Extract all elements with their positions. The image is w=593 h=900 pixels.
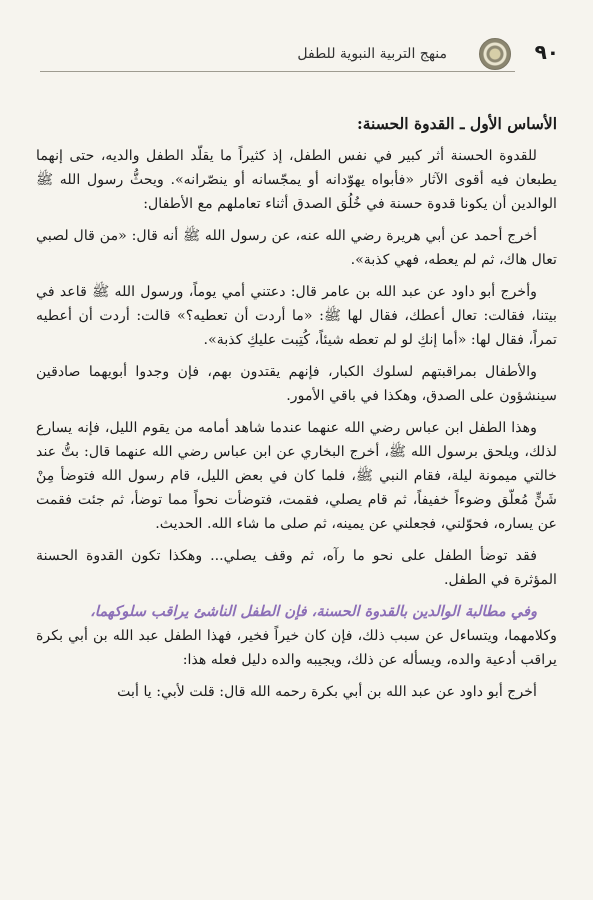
paragraph-3: وأخرج أبو داود عن عبد الله بن عامر قال: دعتني أمي يوماً، ورسول الله ﷺ قاعد في بيتنا، فقالت: تعال أعطك، فقال لها ﷺ: «ما أردت أن تعطيه؟» قالت: أردت أن أعطيه تمراً، فقال لها: «أما إنكِ لو لم تعطه شيئاً، كُتِبت عليكِ كذبة». [36, 284, 557, 348]
ornament-medallion-icon [479, 38, 511, 70]
paragraph-6: فقد توضأ الطفل على نحو ما رآه، ثم وقف يصلي... وهكذا تكون القدوة الحسنة المؤثرة في الطفل. [36, 548, 557, 588]
paragraph-4: والأطفال بمراقبتهم لسلوك الكبار، فإنهم يقتدون بهم، فإن وجدوا أبويهما صادقين سينشؤون على الصدق، وهكذا في باقي الأمور. [36, 364, 557, 404]
page-header [40, 38, 559, 72]
paragraph-8: أخرج أبو داود عن عبد الله بن أبي بكرة رحمه الله قال: قلت لأبي: يا أبت [117, 684, 537, 700]
page-content [36, 112, 557, 712]
paragraph-1: للقدوة الحسنة أثر كبير في نفس الطفل، إذ كثيراً ما يقلّد الطفل والديه، حتى إنهما يطبعان فيه أقوى الآثار «فأبواه يهوّدانه أو يمجّسانه أو ينصّرانه». ويحثُّ رسول الله ﷺ الوالدين أن يكونا قدوة حسنة في خُلُق الصدق أثناء تعاملهم مع الأطفال: [36, 148, 557, 212]
handwritten-note: وفي مطالبة الوالدين بالقدوة الحسنة، فإن الطفل الناشئ يراقب سلوكهما، [90, 603, 537, 620]
paragraph-5: وهذا الطفل ابن عباس رضي الله عنهما عندما شاهد أمامه من يقوم الليل، فإنه يسارع لذلك، ويلحق برسول الله ﷺ، أخرج البخاري عن ابن عباس رضي الله عنهما قال: بتُّ عند خالتي ميمونة ليلة، فقام النبي ﷺ، فلما كان في بعض الليل، قام رسول الله فتوضأ مِنْ شَنٍّ مُعلّق وضوءاً خفيفاً، ثم قام يصلي، فقمت، فتوضأت نحواً مما توضأ، ثم جئت فقمت عن يساره، فحوّلني، فجعلني عن يمينه، ثم صلى ما شاء الله. الحديث. [36, 420, 557, 532]
paragraph-2: أخرج أحمد عن أبي هريرة رضي الله عنه، عن رسول الله ﷺ أنه قال: «من قال لصبي تعال هاك، ثم لم يعطه، فهي كذبة». [36, 228, 557, 268]
page-number: ٩٠ [534, 40, 559, 64]
header-rule [40, 71, 515, 72]
paragraph-7: وكلامهما، ويتساءل عن سبب ذلك، فإن كان خيراً فخير، فهذا الطفل عبد الله بن أبي بكرة يراقب أدعية والده، ويسأله عن ذلك، ويجيبه والده دليل فعله هذا: [36, 628, 557, 668]
running-title: منهج التربية النبوية للطفل [297, 46, 447, 62]
section-heading: الأساس الأول ـ القدوة الحسنة: [357, 114, 557, 133]
